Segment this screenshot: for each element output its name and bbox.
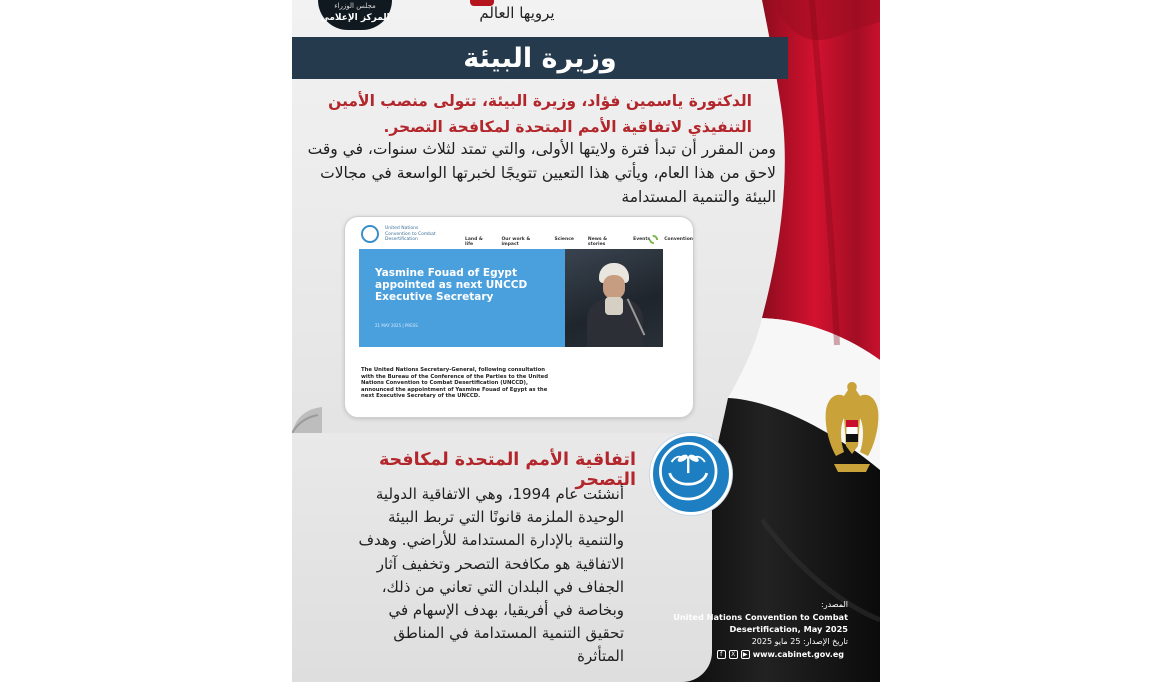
card-headline: Yasmine Fouad of Egypt appointed as next UNCCD Executive Secretary <box>375 267 528 303</box>
logo-text-line2: المركز الإعلامي <box>320 13 390 23</box>
page-title: وزيرة البيئة <box>463 42 617 74</box>
card-nav-item: Convention <box>664 237 693 242</box>
website-link[interactable]: www.cabinet.gov.eg <box>752 650 844 659</box>
page-curl-decoration <box>292 405 322 435</box>
section-title: اتفاقية الأمم المتحدة لمكافحة التصحر <box>378 450 636 490</box>
card-nav-item: Science <box>554 237 574 242</box>
egypt-eagle-emblem-icon <box>822 376 880 486</box>
minister-photo <box>565 249 663 347</box>
source-text: United Nations Convention to Combat Desertification, May 2025 <box>673 612 848 634</box>
website-row <box>652 650 848 659</box>
un-logo-icon <box>361 225 379 243</box>
card-nav <box>465 237 693 247</box>
issue-date: تاريخ الإصدار: 25 مايو 2025 <box>751 637 848 646</box>
lead-paragraph: الدكتورة ياسمين فؤاد، وزيرة البيئة، تتولى منصب الأمين التنفيذي لاتفاقية الأمم المتحدة لمكافحة التصحر. <box>328 92 752 136</box>
card-nav-item: News & stories <box>587 237 608 247</box>
youtube-icon[interactable]: ▶ <box>741 650 750 659</box>
unccd-screenshot-card <box>344 216 694 418</box>
x-twitter-icon[interactable]: X <box>729 650 738 659</box>
card-nav-item: Land & life <box>465 237 483 247</box>
source-block <box>652 600 848 659</box>
card-paragraph: The United Nations Secretary-General, following consultation with the Bureau of the Conference of the Parties to the United Nations Convention to Combat Desertification (UNCCD), announced the appointment of Yasmine Fouad of Egypt as the next Executive Secretary of the UNCCD. <box>361 367 549 400</box>
card-org-name: United Nations Convention to Combat Desertification <box>385 226 436 242</box>
logo-text-line1: مجلس الوزراء <box>334 2 376 10</box>
card-date: 21 MAY 2025 | PRESS <box>375 323 418 328</box>
sdg-wheel-icon <box>649 235 658 244</box>
facebook-icon[interactable]: f <box>717 650 726 659</box>
section-text: أنشئت عام 1994، وهي الاتفاقية الدولية الوحيدة الملزمة قانونًا التي تربط البيئة والتنمية بالإدارة المستدامة للأراضي. وهدف الاتفاقية هو مكافحة التصحر وتخفيف آثار الجفاف في البلدان التي تعاني من ذلك، وبخاصة في أفريقيا، بهدف الإسهام في تحقيق التنمية المستدامة في المناطق المتأثرة <box>358 485 624 666</box>
card-nav-item: Our work & impact <box>501 237 531 247</box>
source-label: المصدر: <box>821 600 848 609</box>
title-bar <box>292 37 788 79</box>
header-subtitle: يرويها العالم <box>479 4 555 22</box>
photo-scarf <box>605 297 623 315</box>
infographic-poster <box>292 0 880 682</box>
card-nav-item: Events <box>633 237 651 242</box>
card-banner <box>359 249 565 347</box>
unccd-emblem-icon <box>650 433 732 515</box>
body-paragraph: ومن المقرر أن تبدأ فترة ولايتها الأولى، والتي تمتد لثلاث سنوات، في وقت لاحق من هذا العام، ويأتي هذا التعيين تتويجًا لخبرتها الواسعة في مجالات البيئة والتنمية المستدامة <box>307 140 776 206</box>
photo-face <box>603 275 625 299</box>
